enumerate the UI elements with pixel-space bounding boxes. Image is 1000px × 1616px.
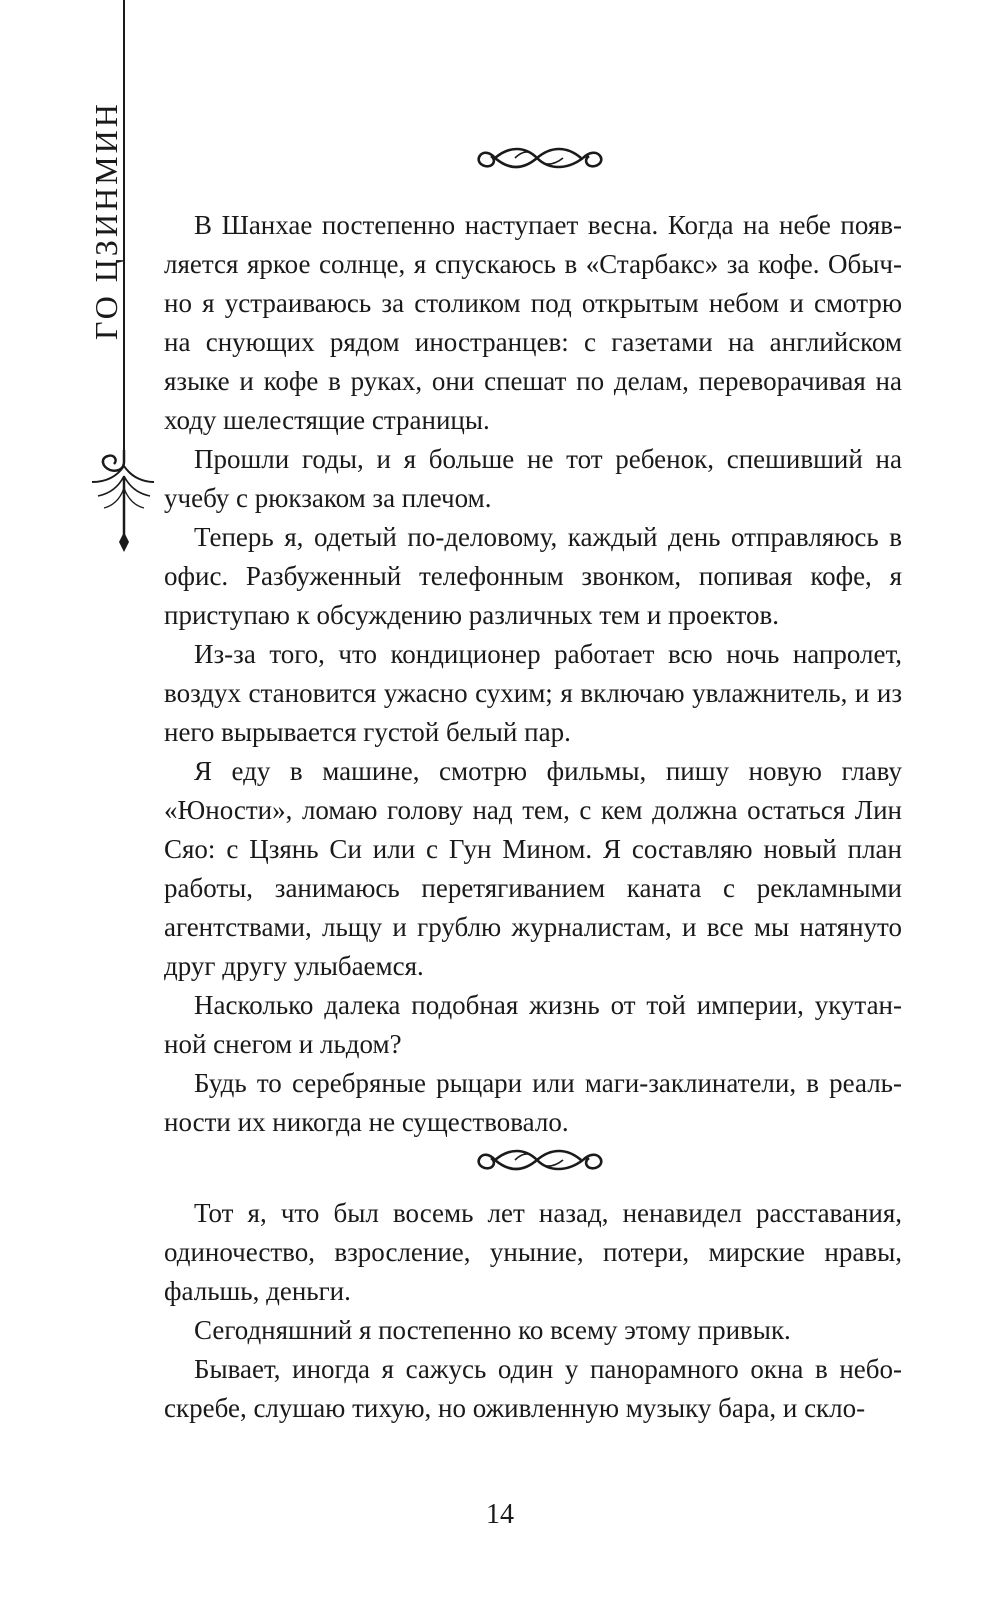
paragraph: Я еду в машине, смотрю фильмы, пишу новую главу «Юности», ломаю голову над тем, с кем должна остаться Лин Сяо: с Цзянь Си или с Гун Мином. Я составляю новый план работы, занимаюсь перетягиванием каната с рекламными агентствами, льщу и грублю журналистам, и все мы натянуто друг другу улыбаемся.: [164, 756, 902, 981]
paragraph: Бывает, иногда я сажусь один у панорамного окна в небоскребе, слушаю тихую, но оживленную музыку бара, и скло-: [164, 1354, 902, 1423]
paragraph: Теперь я, одетый по-деловому, каждый день отправляюсь в офис. Разбуженный телефонным звонком, попивая кофе, я приступаю к обсуждению различных тем и проектов.: [164, 522, 902, 630]
side-flourish-ornament: [86, 448, 156, 558]
paragraph: Прошли годы, и я больше не тот ребенок, спешивший на учебу с рюкзаком за плечом.: [164, 444, 902, 513]
section-divider-ornament-middle: [475, 1142, 605, 1178]
text-section-1: [164, 206, 902, 1142]
paragraph: Будь то серебряные рыцари или маги-заклинатели, в реальности их никогда не существовало.: [164, 1068, 902, 1137]
paragraph: В Шанхае постепенно наступает весна. Когда на небе появляется яркое солнце, я спускаюсь в «Старбакс» за кофе. Обычно я устраиваюсь за столиком под открытым небом и смотрю на снующих рядом иностранцев: с газетами на английском языке и кофе в руках, они спешат по делам, переворачивая на ходу шелестящие страницы.: [164, 210, 902, 435]
paragraph: Тот я, что был восемь лет назад, ненавидел расставания, одиночество, взросление, уныние, потери, мирские нравы, фальшь, деньги.: [164, 1198, 902, 1306]
text-section-2: [164, 1194, 902, 1428]
page-number: 14: [486, 1499, 514, 1530]
section-divider-ornament-top: [475, 140, 605, 176]
running-head-author: ГО ЦЗИНМИН: [88, 101, 124, 340]
paragraph: Сегодняшний я постепенно ко всему этому привык.: [194, 1315, 791, 1345]
paragraph: Насколько далека подобная жизнь от той империи, укутанной снегом и льдом?: [164, 990, 902, 1059]
paragraph: Из-за того, что кондиционер работает всю ночь напролет, воздух становится ужасно сухим; я включаю увлажнитель, и из него вырывается густой белый пар.: [164, 639, 902, 747]
